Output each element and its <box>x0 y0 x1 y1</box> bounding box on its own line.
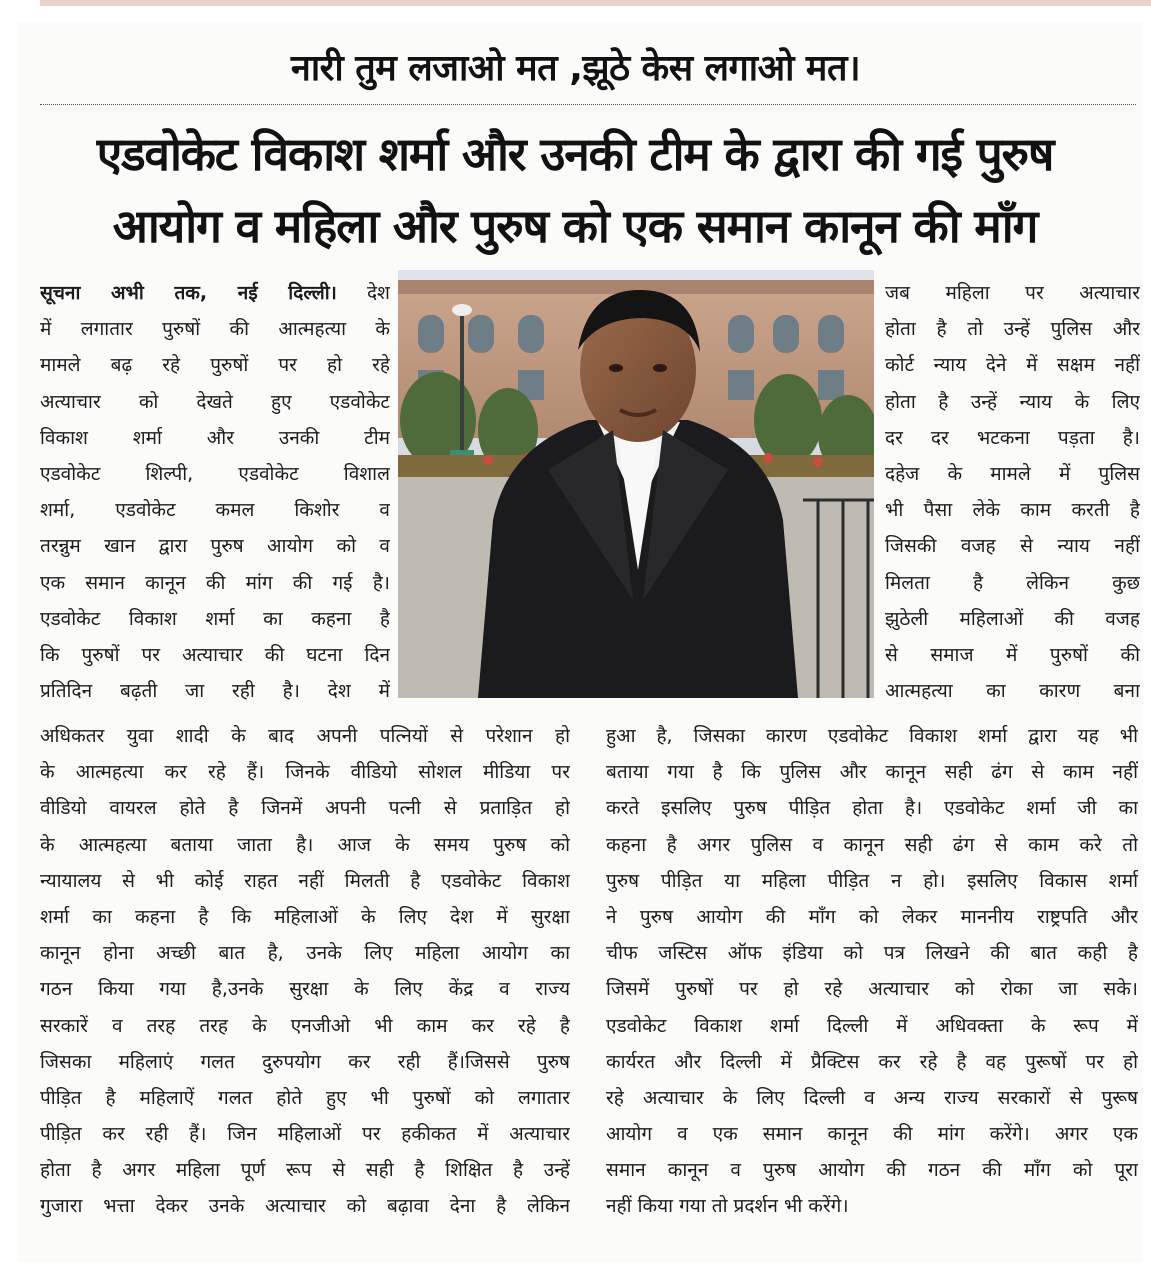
text-line: प्रतिदिन बढ़ती जा रही है। देश में <box>40 680 390 703</box>
text-line: कानून होना अच्छी बात है, उनके लिए महिला आयोग का <box>40 942 570 965</box>
text-line: पुरुष पीड़ित या महिला पीड़ित न हो। इसलिए विकास शर्मा <box>606 869 1138 892</box>
main-headline <box>30 118 1120 262</box>
text-line: के आत्महत्या कर रहे हैं। जिनके वीडियो सोशल मीडिया पर <box>40 761 570 784</box>
text-line: ने पुरुष आयोग की माँग को लेकर माननीय राष्ट्रपति और <box>606 905 1138 928</box>
text-line <box>40 275 390 311</box>
text-line: झुठेली महिलाओं की वजह <box>885 607 1140 630</box>
text-line: सरकारें व तरह तरह के एनजीओ भी काम कर रहे है <box>40 1014 570 1037</box>
text-line: कार्यरत और दिल्ली में प्रैक्टिस कर रहे है वह पुरूषों पर हो <box>606 1050 1138 1073</box>
text-line: आयोग व एक समान कानून की मांग करेंगे। अगर एक <box>606 1123 1138 1146</box>
article-column-right-top <box>885 275 1140 709</box>
text-line: पीड़ित है महिलाऐं गलत होते हुए भी पुरुषों को लगातार <box>40 1086 570 1109</box>
advocate-photo <box>398 270 874 698</box>
text-line: जिसमें पुरुषों पर हो रहे अत्याचार को रोका जा सके। <box>606 978 1138 1001</box>
article-column-left-bottom <box>40 718 570 1225</box>
article-column-right-bottom <box>606 718 1138 1225</box>
text-line: बताया गया है कि पुलिस और कानून सही ढंग से काम नहीं <box>606 761 1138 784</box>
text-line: एडवोकेट शिल्पी, एडवोकेट विशाल <box>40 462 390 485</box>
text-line: से समाज में पुरुषों की <box>885 643 1140 666</box>
text-line: भी पैसा लेके काम करती है <box>885 499 1140 522</box>
text-line: चीफ जस्टिस ऑफ इंडिया को पत्र लिखने की बात कही है <box>606 942 1138 965</box>
text-line: शर्मा, एडवोकेट कमल किशोर व <box>40 499 390 522</box>
text-line: पीड़ित कर रही हैं। जिन महिलाओं पर हकीकत में अत्याचार <box>40 1123 570 1146</box>
text-line: जिसका महिलाएं गलत दुरुपयोग कर रही हैं।जिससे पुरुष <box>40 1050 570 1073</box>
headline-line-1: एडवोकेट विकाश शर्मा और उनकी टीम के द्वारा की गई पुरुष <box>96 127 1054 181</box>
text-line: गुजारा भत्ता देकर उनके अत्याचार को बढ़ावा देना है लेकिन <box>40 1195 570 1218</box>
text-line: कि पुरुषों पर अत्याचार की घटना दिन <box>40 643 390 666</box>
dateline: सूचना अभी तक, नई दिल्ली। <box>40 282 337 304</box>
kicker-headline: नारी तुम लजाओ मत ,झूठे केस लगाओ मत। <box>290 48 861 89</box>
text-line: शर्मा का कहना है कि महिलाओं के लिए देश में सुरक्षा <box>40 905 570 928</box>
text-line: मिलता है लेकिन कुछ <box>885 571 1140 594</box>
text-line: एक समान कानून की मांग की गई है। <box>40 571 390 594</box>
text-line: होता है उन्हें न्याय के लिए <box>885 390 1140 413</box>
text-line: न्यायालय से भी कोई राहत नहीं मिलती है एडवोकेट विकाश <box>40 869 570 892</box>
text-line: एडवोकेट विकाश शर्मा दिल्ली में अधिवक्ता के रूप में <box>606 1014 1138 1037</box>
text-line: होता है तो उन्हें पुलिस और <box>885 318 1140 341</box>
text-line: दहेज के मामले में पुलिस <box>885 462 1140 485</box>
text-line: एडवोकेट विकाश शर्मा का कहना है <box>40 607 390 630</box>
text-line: गठन किया गया है,उनके सुरक्षा के लिए केंद्र व राज्य <box>40 978 570 1001</box>
text-line: समान कानून व पुरुष आयोग की गठन की माँग को पूरा <box>606 1159 1138 1182</box>
text-line: रहे अत्याचार के लिए दिल्ली व अन्य राज्य सरकारों से पुरूष <box>606 1086 1138 1109</box>
text-line: में लगातार पुरुषों की आत्महत्या के <box>40 318 390 341</box>
text-line: जिसकी वजह से न्याय नहीं <box>885 535 1140 558</box>
text-line: करते इसलिए पुरुष पीड़ित होता है। एडवोकेट शर्मा जी का <box>606 797 1138 820</box>
advocate-portrait-image <box>398 270 874 698</box>
text-line: हुआ है, जिसका कारण एडवोकेट विकाश शर्मा द्वारा यह भी <box>606 725 1138 747</box>
text-line: दर दर भटकना पड़ता है। <box>885 426 1140 449</box>
dotted-divider <box>40 104 1136 105</box>
text-line: आत्महत्या का कारण बना <box>885 680 1140 703</box>
text-line: तरन्नुम खान द्वारा पुरुष आयोग को व <box>40 535 390 558</box>
text-line: विकाश शर्मा और उनकी टीम <box>40 426 390 449</box>
text-line: अधिकतर युवा शादी के बाद अपनी पत्नियों से परेशान हो <box>40 725 570 747</box>
text-line: जब महिला पर अत्याचार <box>885 282 1140 304</box>
text-line: अत्याचार को देखते हुए एडवोकेट <box>40 390 390 413</box>
text-line: कहना है अगर पुलिस व कानून सही ढंग से काम करे तो <box>606 833 1138 856</box>
text-line: होता है अगर महिला पूर्ण रूप से सही है शिक्षित है उन्हें <box>40 1159 570 1182</box>
top-color-band <box>40 0 1151 6</box>
text-line: कोर्ट न्याय देने में सक्षम नहीं <box>885 354 1140 377</box>
text-line-fragment: देश <box>336 282 390 304</box>
text-line: के आत्महत्या बताया जाता है। आज के समय पुरुष को <box>40 833 570 856</box>
text-line: मामले बढ़ रहे पुरुषों पर हो रहे <box>40 354 390 377</box>
text-line: वीडियो वायरल होते है जिनमें अपनी पत्नी से प्रताड़ित हो <box>40 797 570 820</box>
article-column-left-top <box>40 275 390 709</box>
headline-line-2: आयोग व महिला और पुरुष को एक समान कानून की माँग <box>112 199 1038 253</box>
text-line: नहीं किया गया तो प्रदर्शन भी करेंगे। <box>606 1195 849 1218</box>
